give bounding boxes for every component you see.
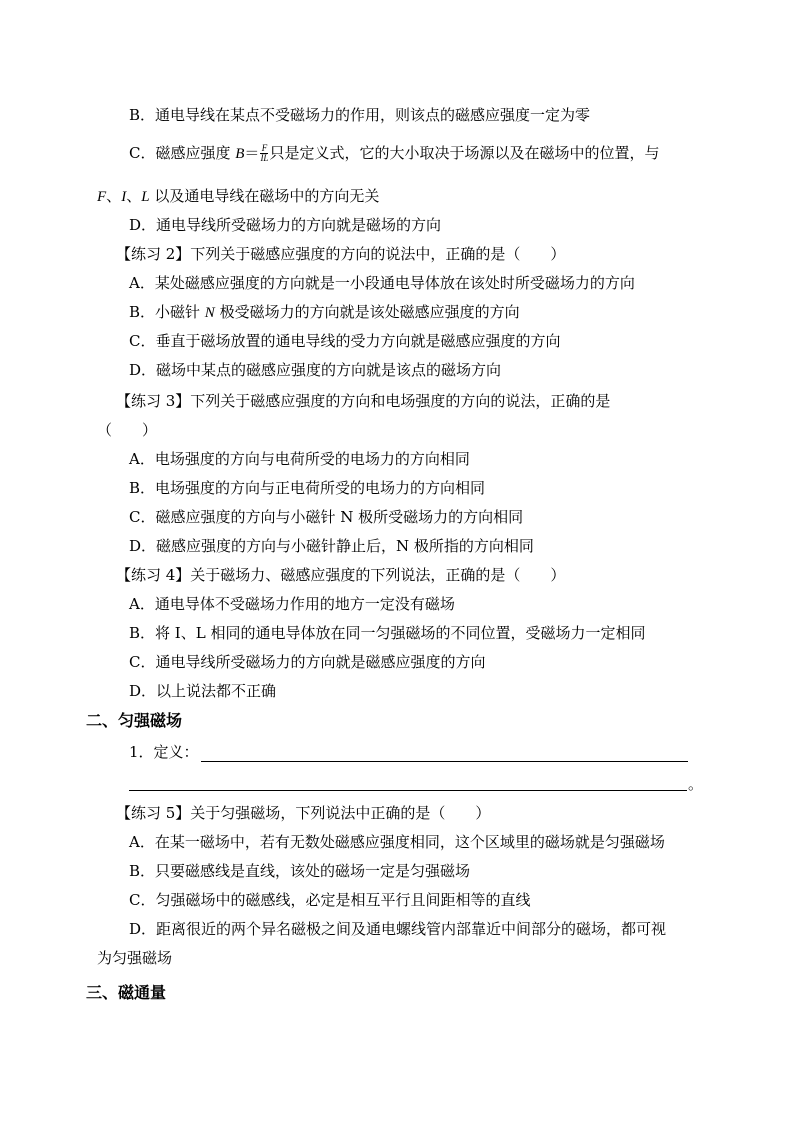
exercise-4-question: 【练习 4】关于磁场力、磁感应强度的下列说法，正确的是（ ） [116,566,566,584]
exercise-3-answer-bracket: （ ） [97,421,158,439]
exercise-5-option-b: B．只要磁感线是直线，该处的磁场一定是匀强磁场 [129,862,471,880]
exercise-3-option-a: A．电场强度的方向与电荷所受的电场力的方向相同 [129,450,470,468]
option-b-q1: B．通电导线在某点不受磁场力的作用，则该点的磁感应强度一定为零 [129,106,591,124]
exercise-4-option-a: A．通电导体不受磁场力作用的地方一定没有磁场 [129,595,455,613]
symbol-i: I [121,189,127,205]
exercise-4-option-c: C．通电导线所受磁场力的方向就是磁感应强度的方向 [129,653,486,671]
symbol-n: N [204,305,215,321]
exercise-3-question: 【练习 3】下列关于磁感应强度的方向和电场强度的方向的说法，正确的是 [116,392,611,410]
exercise-2-option-a: A．某处磁感应强度的方向就是一小段通电导体放在该处时所受磁场力的方向 [129,274,635,292]
exercise-5-option-a: A．在某一磁场中，若有无数处磁感应强度相同，这个区域里的磁场就是匀强磁场 [129,833,665,851]
definition-label: 1．定义： [129,743,199,761]
separator: 、 [106,187,122,205]
exercise-5-option-c: C．匀强磁场中的磁感线，必定是相互平行且间距相等的直线 [129,891,531,909]
definition-blank-line-2[interactable] [129,790,687,791]
section-heading-magnetic-flux: 三、磁通量 [86,983,167,1002]
option-c-prefix: C．磁感应强度 [129,144,236,162]
exercise-3-option-c: C．磁感应强度的方向与小磁针 N 极所受磁场力的方向相同 [129,508,524,526]
section-heading-uniform-field: 二、匀强磁场 [86,711,183,730]
equals-sign: ＝ [244,144,260,162]
exercise-2-option-d: D．磁场中某点的磁感应强度的方向就是该点的磁场方向 [129,361,502,379]
symbol-l: L [141,189,150,205]
option-c-continuation [97,186,379,207]
exercise-3-option-b: B．电场强度的方向与正电荷所受的电场力的方向相同 [129,479,486,497]
definition-period: 。 [688,775,704,793]
option-c-text: 只是定义式，它的大小取决于场源以及在磁场中的位置，与 [269,144,660,162]
symbol-f: F [97,189,107,205]
fraction-f-over-il [260,144,268,163]
exercise-4-option-d: D．以上说法都不正确 [129,682,277,700]
separator: 、 [126,187,142,205]
option-c-q1 [129,143,659,164]
exercise-5-option-d-continuation: 为匀强磁场 [97,949,173,967]
definition-blank-line-1[interactable] [201,761,688,762]
fraction-denominator: IL [260,152,269,163]
fraction-numerator: F [261,142,268,153]
exercise-5-option-d: D．距离很近的两个异名磁极之间及通电螺线管内部靠近中间部分的磁场，都可视 [129,920,667,938]
exercise-5-question: 【练习 5】关于匀强磁场，下列说法中正确的是（ ） [116,804,491,822]
exercise-2-option-c: C．垂直于磁场放置的通电导线的受力方向就是磁感应强度的方向 [129,332,561,350]
exercise-2-option-b [129,302,520,323]
option-b-prefix: B．小磁针 [129,303,205,321]
option-b-text: 极受磁场力的方向就是该处磁感应强度的方向 [214,303,520,321]
continuation-text: 以及通电导线在磁场中的方向无关 [149,187,380,205]
exercise-4-option-b: B．将 I、L 相同的通电导体放在同一匀强磁场的不同位置，受磁场力一定相同 [129,624,646,642]
exercise-2-question: 【练习 2】下列关于磁感应强度的方向的说法中，正确的是（ ） [116,245,566,263]
option-d-q1: D．通电导线所受磁场力的方向就是磁场的方向 [129,216,442,234]
symbol-b: B [235,146,245,162]
exercise-3-option-d: D．磁感应强度的方向与小磁针静止后，N 极所指的方向相同 [129,537,534,555]
